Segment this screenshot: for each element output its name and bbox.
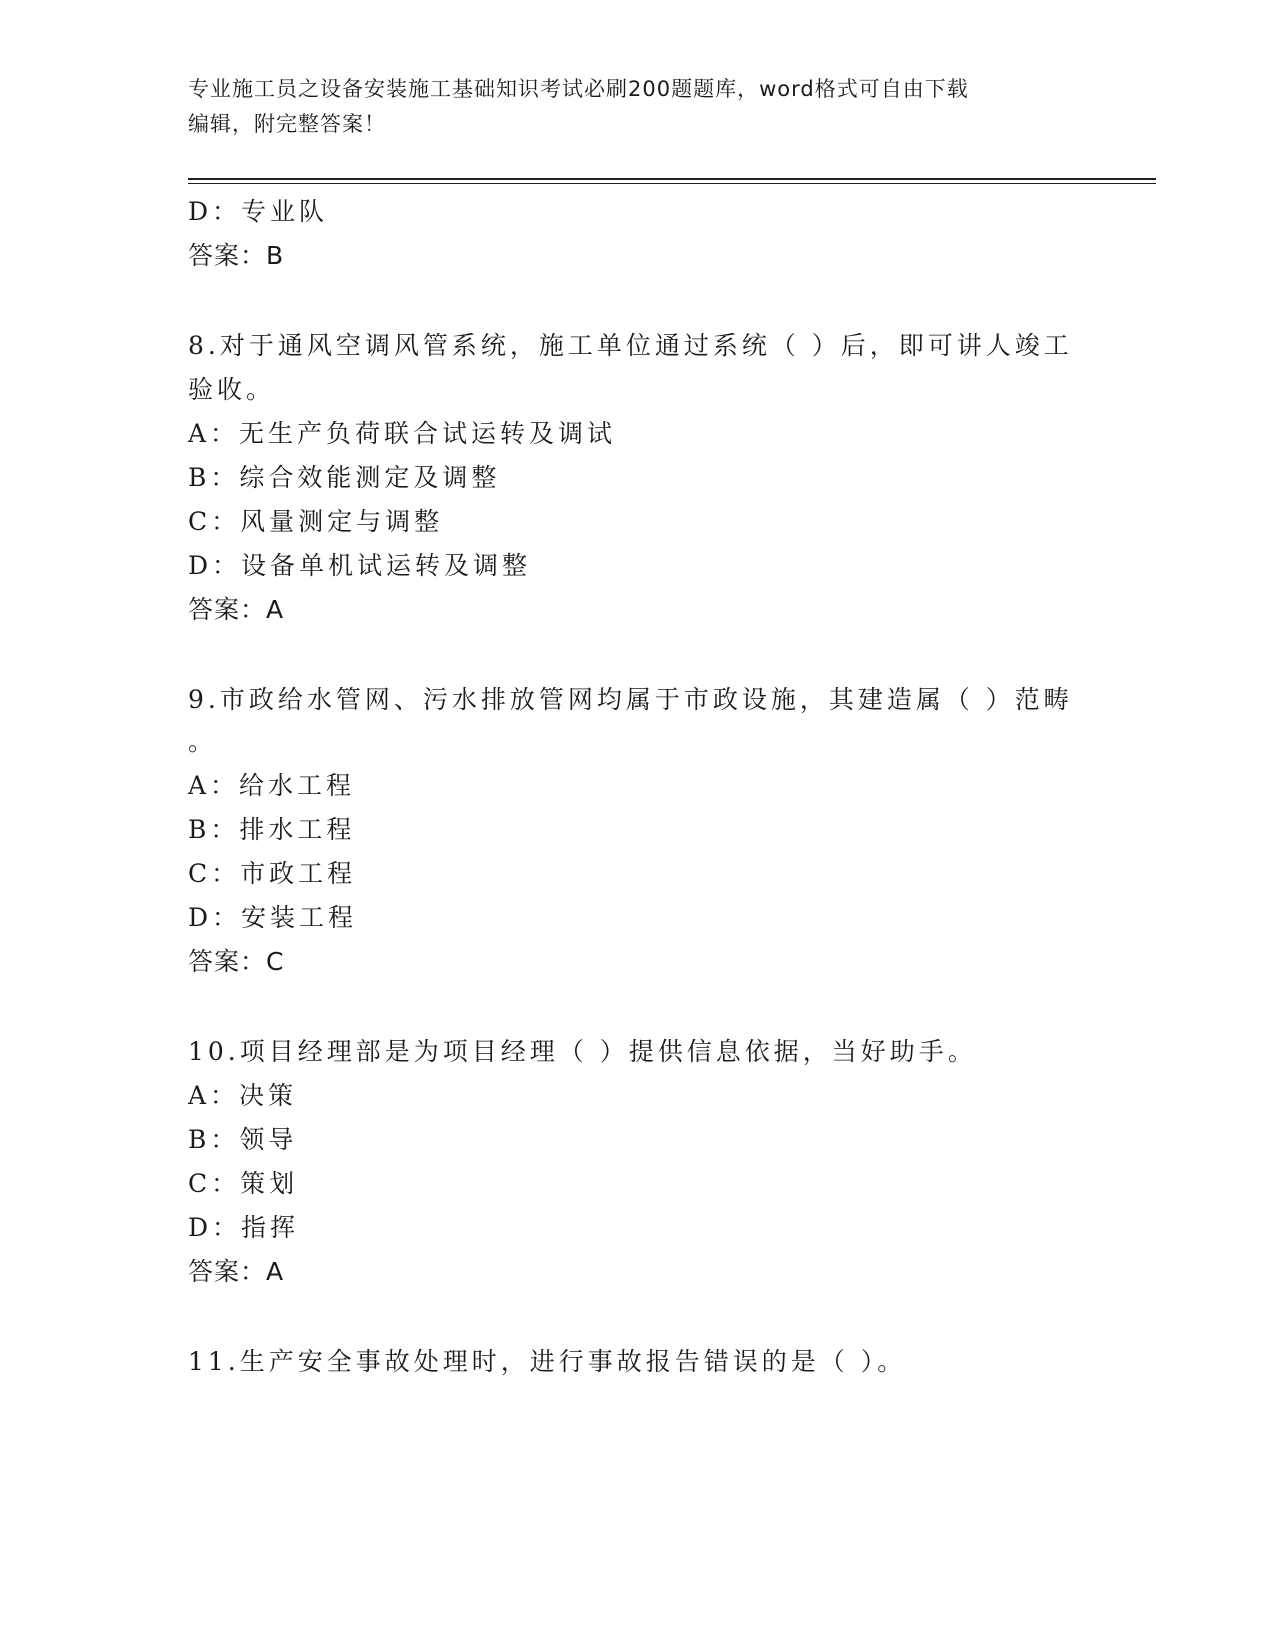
prev-answer: 答案：B <box>188 241 285 270</box>
q10-answer: 答案：A <box>188 1257 285 1286</box>
q9-option-b: B：排水工程 <box>188 815 356 844</box>
q8-option-c: C：风量测定与调整 <box>188 507 444 536</box>
q10-option-a: A：决策 <box>188 1081 298 1110</box>
q10-option-d: D：指挥 <box>188 1213 300 1242</box>
q11-stem-line-1: 11.生产安全事故处理时，进行事故报告错误的是（ ）。 <box>188 1347 907 1376</box>
q10-stem-line-1: 10.项目经理部是为项目经理（ ）提供信息依据，当好助手。 <box>188 1037 977 1066</box>
q8-option-d: D：设备单机试运转及调整 <box>188 551 532 580</box>
q9-answer: 答案：C <box>188 947 285 976</box>
q9-stem-line-2: 。 <box>188 727 218 756</box>
document-header <box>188 72 1088 142</box>
q9-stem-line-1: 9.市政给水管网、污水排放管网均属于市政设施，其建造属（ ）范畴 <box>188 685 1073 714</box>
q9-option-c: C：市政工程 <box>188 859 357 888</box>
q8-stem-line-1: 8.对于通风空调风管系统，施工单位通过系统（ ）后，即可讲人竣工 <box>188 331 1073 360</box>
q10-option-b: B：领导 <box>188 1125 298 1154</box>
q9-option-a: A：给水工程 <box>188 771 356 800</box>
header-line-2: 编辑，附完整答案！ <box>188 112 386 136</box>
header-divider-thick <box>188 178 1156 180</box>
prev-option-d: D：专业队 <box>188 197 329 226</box>
q8-answer: 答案：A <box>188 595 285 624</box>
q9-option-d: D：安装工程 <box>188 903 358 932</box>
header-divider-thin <box>188 183 1156 184</box>
q8-stem-line-2: 验收。 <box>188 375 276 404</box>
q8-option-a: A：无生产负荷联合试运转及调试 <box>188 419 617 448</box>
header-line-1: 专业施工员之设备安装施工基础知识考试必刷200题题库，word格式可自由下载 <box>188 77 969 101</box>
q8-option-b: B：综合效能测定及调整 <box>188 463 501 492</box>
q10-option-c: C：策划 <box>188 1169 299 1198</box>
